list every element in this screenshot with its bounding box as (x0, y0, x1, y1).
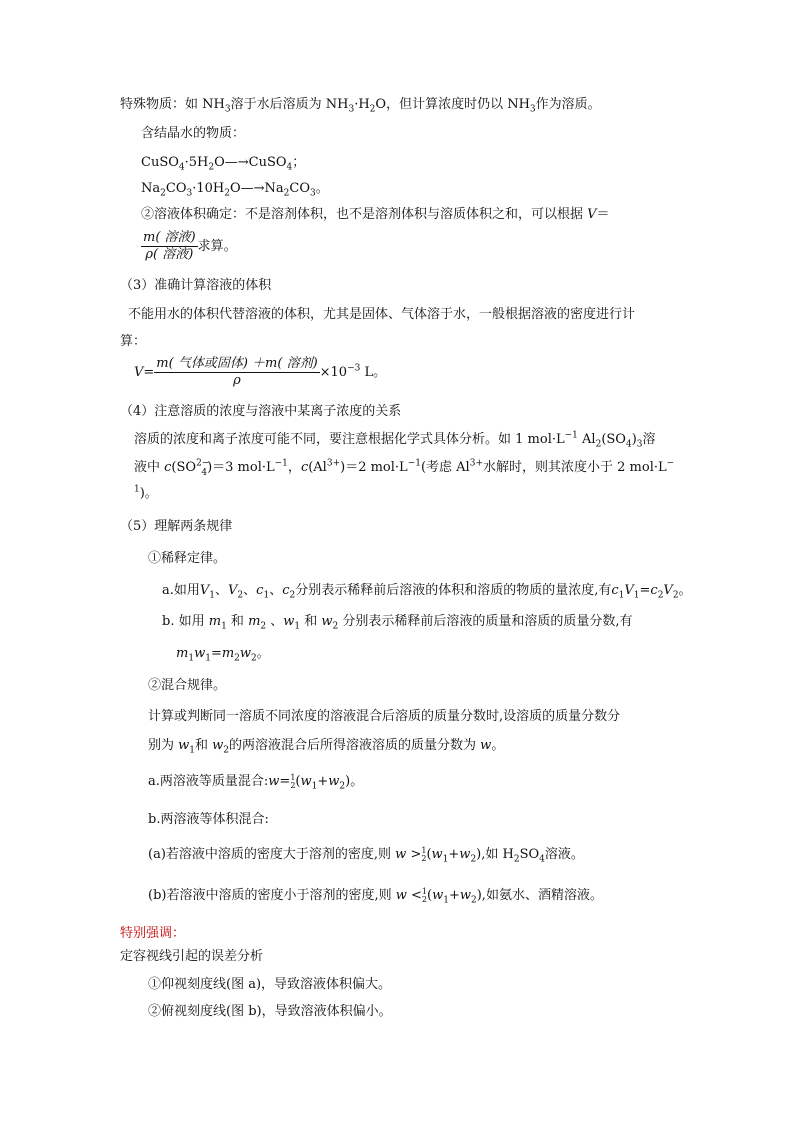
formula-line: (a)若溶液中溶质的密度大于溶剂的密度,则 w > 1 2 $(w_1+w_2)$,如 $H_2SO_4$溶液。 (148, 845, 584, 865)
formula-line: $m_1w_1=m_2w_2$。 (176, 646, 270, 664)
paragraph-line: 计算或判断同一溶质不同浓度的溶液混合后溶质的质量分数时,设溶质的质量分数分 (148, 709, 621, 724)
paragraph-line: ①仰视刻度线(图 a)，导致溶液体积偏大。 (148, 977, 392, 992)
paragraph-line: 不能用水的体积代替溶液的体积，尤其是固体、气体溶于水，一般根据溶液的密度进行计 (128, 307, 636, 322)
paragraph-line: 定容视线引起的误差分析 (120, 949, 264, 964)
fraction: $\frac{\text{m( 气体或固体) ＋m( 溶剂)}}{\rho}$ (156, 356, 318, 388)
emphasis-heading: 特别强调： (120, 926, 186, 941)
formula-line: V= $\frac{\text{m( 气体或固体) ＋m( 溶剂)}}{\rho}$ $\times 10^{-3}$ L。 (134, 356, 387, 388)
formula-line: (b)若溶液中溶质的密度小于溶剂的密度,则 w < 1 2 $(w_1+w_2)$,如氨水、酒精溶液。 (148, 886, 603, 906)
section-heading: （3）准确计算溶液的体积 (120, 278, 272, 293)
paragraph-line: a.如用$V_1$、$V_2$、$c_1$、$c_2$分别表示稀释前后溶液的体积和溶质的物质的量浓度,有$c_1V_1=c_2V_2$。 (162, 583, 692, 601)
paragraph-line: 特殊物质：如 $NH_3$溶于水后溶质为 $NH_3\cdot H_2O$，但计算浓度时仍以 $NH_3$作为溶质。 (120, 97, 601, 115)
paragraph-line: 液中 $c(SO^{2-}_4)=3$ $mol\cdot L^{-1}$，$c(Al^{3+})=2$ $mol\cdot L^{-1}$(考虑 $Al^{3+}$水解时，则其浓度小于 2 mol·L− (134, 458, 675, 478)
paragraph-line: b.两溶液等体积混合: (148, 812, 269, 827)
section-heading: （5）理解两条规律 (120, 519, 233, 534)
formula-line: $Na_2CO_3\cdot 10H_2O—\to Na_2CO_3$。 (141, 181, 329, 199)
fraction: 1 2 (421, 886, 427, 904)
paragraph-line: 溶质的浓度和离子浓度可能不同，要注意根据化学式具体分析。如 1 $mol\cdot L^{-1}$ $Al_2(SO_4)_3$溶 (134, 430, 656, 450)
paragraph-line: b. 如用 $m_1$ 和 $m_2$ 、$w_1$ 和 $w_2$ 分别表示稀释前后溶液的质量和溶质的质量分数,有 (162, 614, 633, 632)
paragraph-line: ②溶液体积确定：不是溶剂体积，也不是溶剂体积与溶质体积之和，可以根据 V＝ (141, 207, 610, 222)
paragraph-line: ①稀释定律。 (148, 551, 227, 566)
formula-line: $\frac{\text{m( 溶液)}}{\text{ρ( 溶液)}}$ 求算。 (143, 230, 237, 262)
paragraph-line: 含结晶水的物质： (141, 126, 246, 141)
paragraph-line: ②俯视刻度线(图 b)，导致溶液体积偏小。 (148, 1004, 392, 1019)
section-heading: （4）注意溶质的浓度与溶液中某离子浓度的关系 (120, 404, 402, 419)
fraction: 1 2 (421, 845, 427, 863)
paragraph-line: 别为 $w_1$和 $w_2$的两溶液混合后所得溶液溶质的质量分数为 w。 (148, 738, 505, 756)
paragraph-line: ②混合规律。 (148, 678, 227, 693)
fraction: $\frac{\text{m( 溶液)}}{\text{ρ( 溶液)}}$ (143, 230, 196, 262)
paragraph-line: 算： (120, 334, 147, 349)
formula-line: $CuSO_4\cdot 5H_2O—\to CuSO_4$； (141, 155, 306, 173)
formula-line: a.两溶液等质量混合:w= 1 2 $(w_1+w_2)$。 (148, 772, 364, 792)
fraction: 1 2 (290, 772, 296, 790)
paragraph-line: $^1$)。 (134, 484, 158, 501)
